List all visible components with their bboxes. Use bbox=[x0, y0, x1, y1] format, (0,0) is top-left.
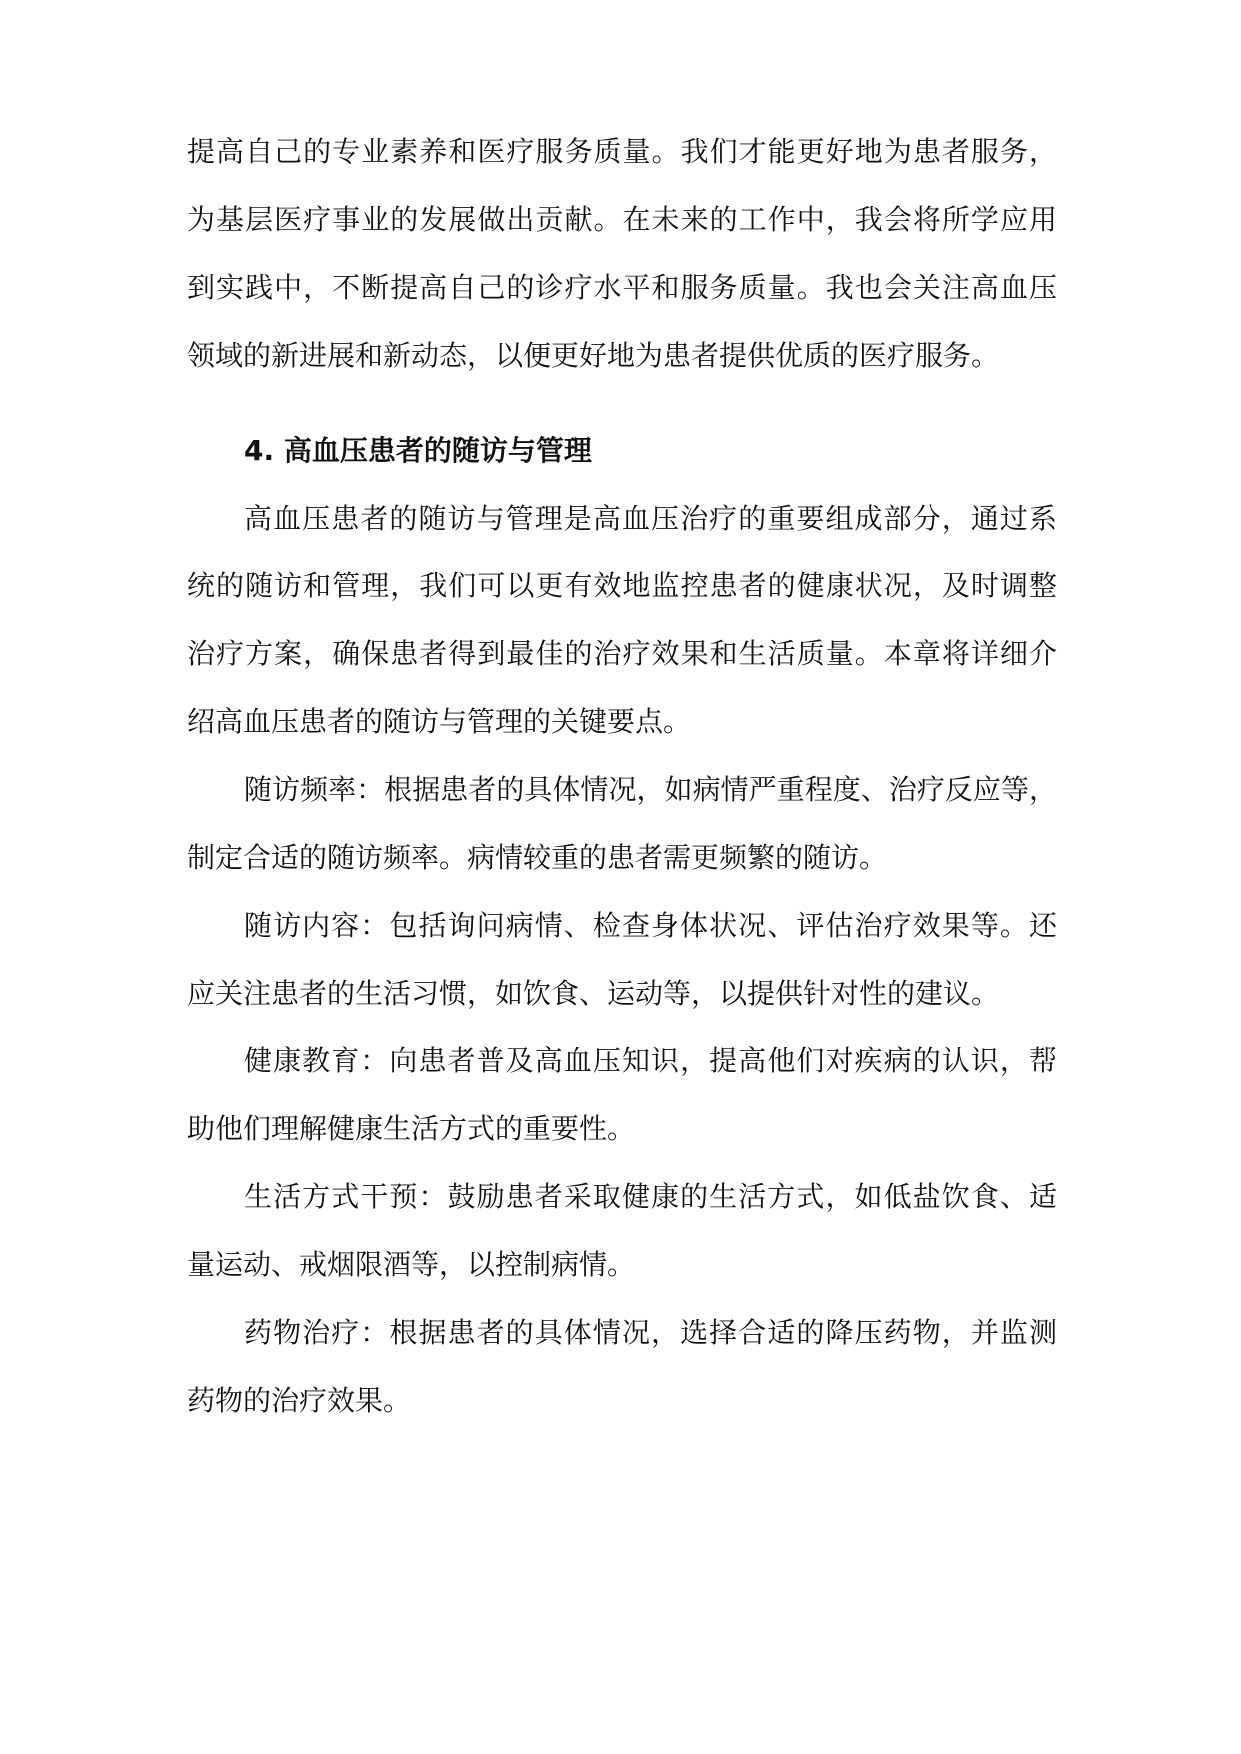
paragraph-line: 高血压患者的随访与管理是高血压治疗的重要组成部分，通过系 bbox=[244, 502, 1057, 535]
paragraph-line: 提高自己的专业素养和医疗服务质量。我们才能更好地为患者服务， bbox=[187, 135, 1057, 168]
section-heading: 4. 高血压患者的随访与管理 bbox=[244, 434, 592, 467]
paragraph-line: 为基层医疗事业的发展做出贡献。在未来的工作中，我会将所学应用 bbox=[187, 203, 1057, 236]
paragraph-line: 药物的治疗效果。 bbox=[187, 1384, 412, 1417]
paragraph-line: 量运动、戒烟限酒等，以控制病情。 bbox=[187, 1248, 636, 1281]
paragraph-line: 随访内容：包括询问病情、检查身体状况、评估治疗效果等。还 bbox=[244, 909, 1057, 942]
paragraph-line: 助他们理解健康生活方式的重要性。 bbox=[187, 1112, 636, 1145]
paragraph-line: 领域的新进展和新动态，以便更好地为患者提供优质的医疗服务。 bbox=[187, 339, 1000, 372]
paragraph-line: 到实践中，不断提高自己的诊疗水平和服务质量。我也会关注高血压 bbox=[187, 271, 1057, 304]
paragraph-line: 绍高血压患者的随访与管理的关键要点。 bbox=[187, 705, 692, 738]
paragraph-line: 随访频率：根据患者的具体情况，如病情严重程度、治疗反应等， bbox=[244, 773, 1057, 806]
paragraph-line: 治疗方案，确保患者得到最佳的治疗效果和生活质量。本章将详细介 bbox=[187, 637, 1057, 670]
paragraph-line: 应关注患者的生活习惯，如饮食、运动等，以提供针对性的建议。 bbox=[187, 977, 1000, 1010]
paragraph-line: 健康教育：向患者普及高血压知识，提高他们对疾病的认识，帮 bbox=[244, 1044, 1057, 1077]
paragraph-line: 制定合适的随访频率。病情较重的患者需更频繁的随访。 bbox=[187, 841, 888, 874]
paragraph-line: 生活方式干预：鼓励患者采取健康的生活方式，如低盐饮食、适 bbox=[244, 1180, 1057, 1213]
paragraph-line: 药物治疗：根据患者的具体情况，选择合适的降压药物，并监测 bbox=[244, 1316, 1057, 1349]
paragraph-line: 统的随访和管理，我们可以更有效地监控患者的健康状况，及时调整 bbox=[187, 569, 1057, 602]
